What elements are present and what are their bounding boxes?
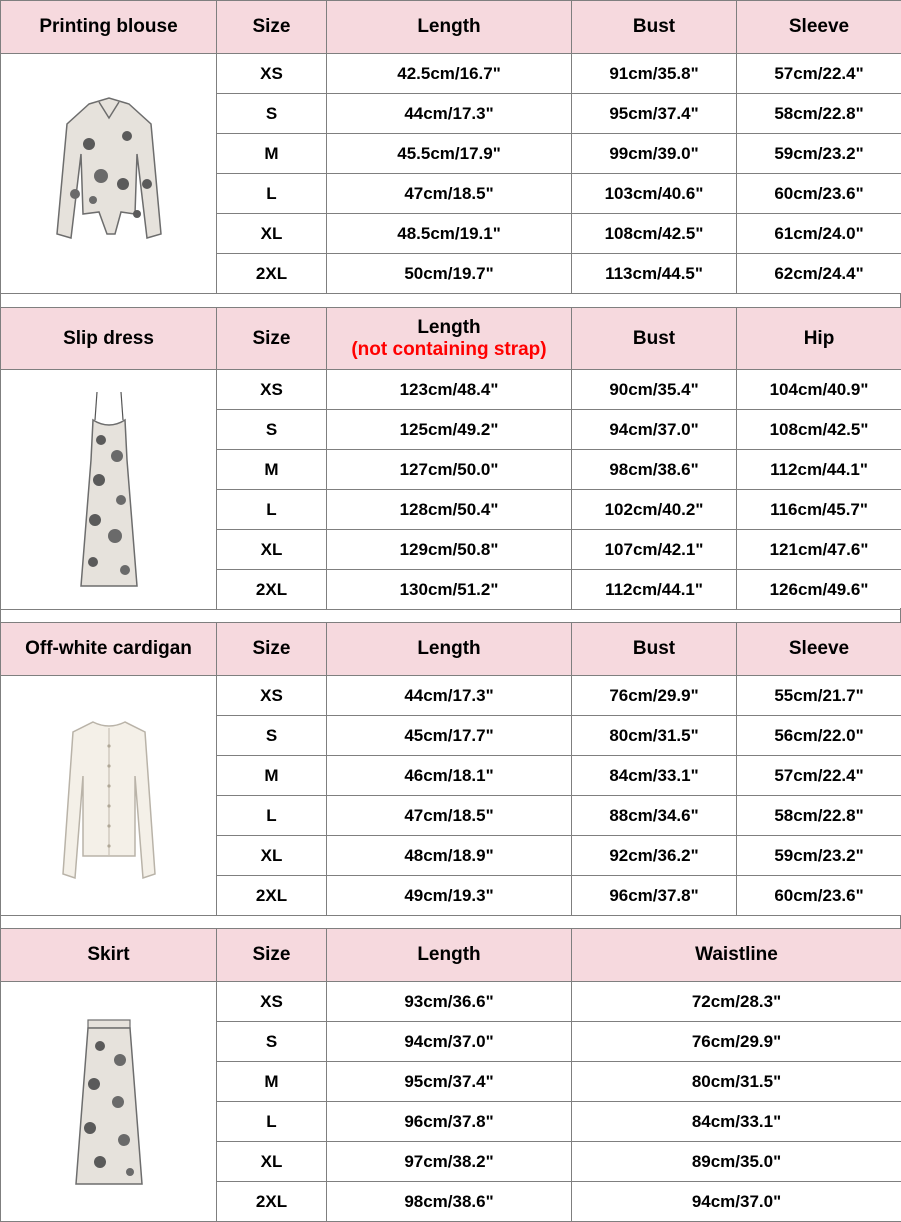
waistline-cell: 94cm/37.0" bbox=[572, 1182, 901, 1222]
waistline-cell: 84cm/33.1" bbox=[572, 1102, 901, 1142]
size-cell: XS bbox=[217, 370, 327, 410]
length-cell: 130cm/51.2" bbox=[327, 570, 572, 610]
size-cell: L bbox=[217, 174, 327, 214]
skirt-table bbox=[0, 928, 901, 1222]
bust-cell: 95cm/37.4" bbox=[572, 94, 737, 134]
product-name: Skirt bbox=[1, 929, 217, 982]
size-cell: 2XL bbox=[217, 570, 327, 610]
length-cell: 44cm/17.3" bbox=[327, 676, 572, 716]
length-cell: 123cm/48.4" bbox=[327, 370, 572, 410]
hip-cell: 116cm/45.7" bbox=[737, 490, 901, 530]
header-waistline: Waistline bbox=[572, 929, 901, 982]
bust-cell: 94cm/37.0" bbox=[572, 410, 737, 450]
printing-blouse-table bbox=[0, 0, 901, 294]
length-cell: 94cm/37.0" bbox=[327, 1022, 572, 1062]
bust-cell: 99cm/39.0" bbox=[572, 134, 737, 174]
size-cell: XL bbox=[217, 530, 327, 570]
size-cell: XL bbox=[217, 214, 327, 254]
bust-cell: 90cm/35.4" bbox=[572, 370, 737, 410]
length-cell: 129cm/50.8" bbox=[327, 530, 572, 570]
size-cell: M bbox=[217, 756, 327, 796]
product-photo bbox=[1, 676, 217, 916]
size-cell: S bbox=[217, 94, 327, 134]
product-photo bbox=[1, 370, 217, 610]
size-cell: S bbox=[217, 1022, 327, 1062]
length-cell: 98cm/38.6" bbox=[327, 1182, 572, 1222]
sleeve-cell: 59cm/23.2" bbox=[737, 836, 901, 876]
size-cell: S bbox=[217, 716, 327, 756]
size-cell: XS bbox=[217, 54, 327, 94]
slip-dress-photo-icon bbox=[69, 390, 149, 590]
cardigan-photo-icon bbox=[59, 706, 159, 886]
header-length-label: Length bbox=[417, 317, 480, 338]
product-photo bbox=[1, 982, 217, 1222]
sleeve-cell: 57cm/22.4" bbox=[737, 756, 901, 796]
sleeve-cell: 61cm/24.0" bbox=[737, 214, 901, 254]
bust-cell: 107cm/42.1" bbox=[572, 530, 737, 570]
length-cell: 47cm/18.5" bbox=[327, 796, 572, 836]
length-cell: 127cm/50.0" bbox=[327, 450, 572, 490]
size-cell: M bbox=[217, 1062, 327, 1102]
size-cell: XS bbox=[217, 676, 327, 716]
size-cell: M bbox=[217, 134, 327, 174]
header-sleeve: Sleeve bbox=[737, 1, 901, 54]
header-bust: Bust bbox=[572, 308, 737, 370]
waistline-cell: 76cm/29.9" bbox=[572, 1022, 901, 1062]
sleeve-cell: 56cm/22.0" bbox=[737, 716, 901, 756]
header-length: Length bbox=[327, 623, 572, 676]
bust-cell: 102cm/40.2" bbox=[572, 490, 737, 530]
header-bust: Bust bbox=[572, 1, 737, 54]
sleeve-cell: 55cm/21.7" bbox=[737, 676, 901, 716]
bust-cell: 88cm/34.6" bbox=[572, 796, 737, 836]
size-cell: L bbox=[217, 796, 327, 836]
skirt-photo-icon bbox=[64, 1012, 154, 1192]
waistline-cell: 80cm/31.5" bbox=[572, 1062, 901, 1102]
header-bust: Bust bbox=[572, 623, 737, 676]
length-cell: 42.5cm/16.7" bbox=[327, 54, 572, 94]
length-cell: 50cm/19.7" bbox=[327, 254, 572, 294]
length-cell: 125cm/49.2" bbox=[327, 410, 572, 450]
length-cell: 45.5cm/17.9" bbox=[327, 134, 572, 174]
hip-cell: 104cm/40.9" bbox=[737, 370, 901, 410]
header-length: Length bbox=[327, 929, 572, 982]
sleeve-cell: 58cm/22.8" bbox=[737, 796, 901, 836]
bust-cell: 92cm/36.2" bbox=[572, 836, 737, 876]
length-cell: 48.5cm/19.1" bbox=[327, 214, 572, 254]
size-cell: 2XL bbox=[217, 254, 327, 294]
length-cell: 45cm/17.7" bbox=[327, 716, 572, 756]
length-cell: 44cm/17.3" bbox=[327, 94, 572, 134]
hip-cell: 108cm/42.5" bbox=[737, 410, 901, 450]
hip-cell: 126cm/49.6" bbox=[737, 570, 901, 610]
length-note: (not containing strap) bbox=[327, 339, 571, 361]
size-cell: 2XL bbox=[217, 876, 327, 916]
hip-cell: 112cm/44.1" bbox=[737, 450, 901, 490]
length-cell: 95cm/37.4" bbox=[327, 1062, 572, 1102]
length-cell: 48cm/18.9" bbox=[327, 836, 572, 876]
bust-cell: 80cm/31.5" bbox=[572, 716, 737, 756]
length-cell: 97cm/38.2" bbox=[327, 1142, 572, 1182]
bust-cell: 108cm/42.5" bbox=[572, 214, 737, 254]
blouse-photo-icon bbox=[49, 84, 169, 264]
bust-cell: 112cm/44.1" bbox=[572, 570, 737, 610]
bust-cell: 96cm/37.8" bbox=[572, 876, 737, 916]
waistline-cell: 72cm/28.3" bbox=[572, 982, 901, 1022]
size-cell: XL bbox=[217, 836, 327, 876]
waistline-cell: 89cm/35.0" bbox=[572, 1142, 901, 1182]
size-cell: XS bbox=[217, 982, 327, 1022]
sleeve-cell: 62cm/24.4" bbox=[737, 254, 901, 294]
length-cell: 49cm/19.3" bbox=[327, 876, 572, 916]
bust-cell: 76cm/29.9" bbox=[572, 676, 737, 716]
product-name: Slip dress bbox=[1, 308, 217, 370]
product-name: Off-white cardigan bbox=[1, 623, 217, 676]
length-cell: 96cm/37.8" bbox=[327, 1102, 572, 1142]
header-size: Size bbox=[217, 308, 327, 370]
hip-cell: 121cm/47.6" bbox=[737, 530, 901, 570]
size-cell: XL bbox=[217, 1142, 327, 1182]
bust-cell: 113cm/44.5" bbox=[572, 254, 737, 294]
sleeve-cell: 60cm/23.6" bbox=[737, 174, 901, 214]
table-gap bbox=[0, 608, 901, 622]
bust-cell: 91cm/35.8" bbox=[572, 54, 737, 94]
sleeve-cell: 58cm/22.8" bbox=[737, 94, 901, 134]
header-length bbox=[327, 308, 572, 370]
header-size: Size bbox=[217, 1, 327, 54]
length-cell: 93cm/36.6" bbox=[327, 982, 572, 1022]
size-cell: M bbox=[217, 450, 327, 490]
header-sleeve: Sleeve bbox=[737, 623, 901, 676]
slip-dress-table bbox=[0, 307, 901, 610]
header-hip: Hip bbox=[737, 308, 901, 370]
off-white-cardigan-table bbox=[0, 622, 901, 916]
table-gap bbox=[0, 294, 901, 307]
header-size: Size bbox=[217, 929, 327, 982]
product-photo bbox=[1, 54, 217, 294]
size-cell: L bbox=[217, 490, 327, 530]
size-cell: L bbox=[217, 1102, 327, 1142]
bust-cell: 103cm/40.6" bbox=[572, 174, 737, 214]
product-name: Printing blouse bbox=[1, 1, 217, 54]
bust-cell: 84cm/33.1" bbox=[572, 756, 737, 796]
sleeve-cell: 59cm/23.2" bbox=[737, 134, 901, 174]
length-cell: 47cm/18.5" bbox=[327, 174, 572, 214]
header-size: Size bbox=[217, 623, 327, 676]
table-gap bbox=[0, 915, 901, 928]
length-cell: 128cm/50.4" bbox=[327, 490, 572, 530]
length-cell: 46cm/18.1" bbox=[327, 756, 572, 796]
sleeve-cell: 57cm/22.4" bbox=[737, 54, 901, 94]
header-length: Length bbox=[327, 1, 572, 54]
bust-cell: 98cm/38.6" bbox=[572, 450, 737, 490]
size-cell: 2XL bbox=[217, 1182, 327, 1222]
sleeve-cell: 60cm/23.6" bbox=[737, 876, 901, 916]
size-cell: S bbox=[217, 410, 327, 450]
